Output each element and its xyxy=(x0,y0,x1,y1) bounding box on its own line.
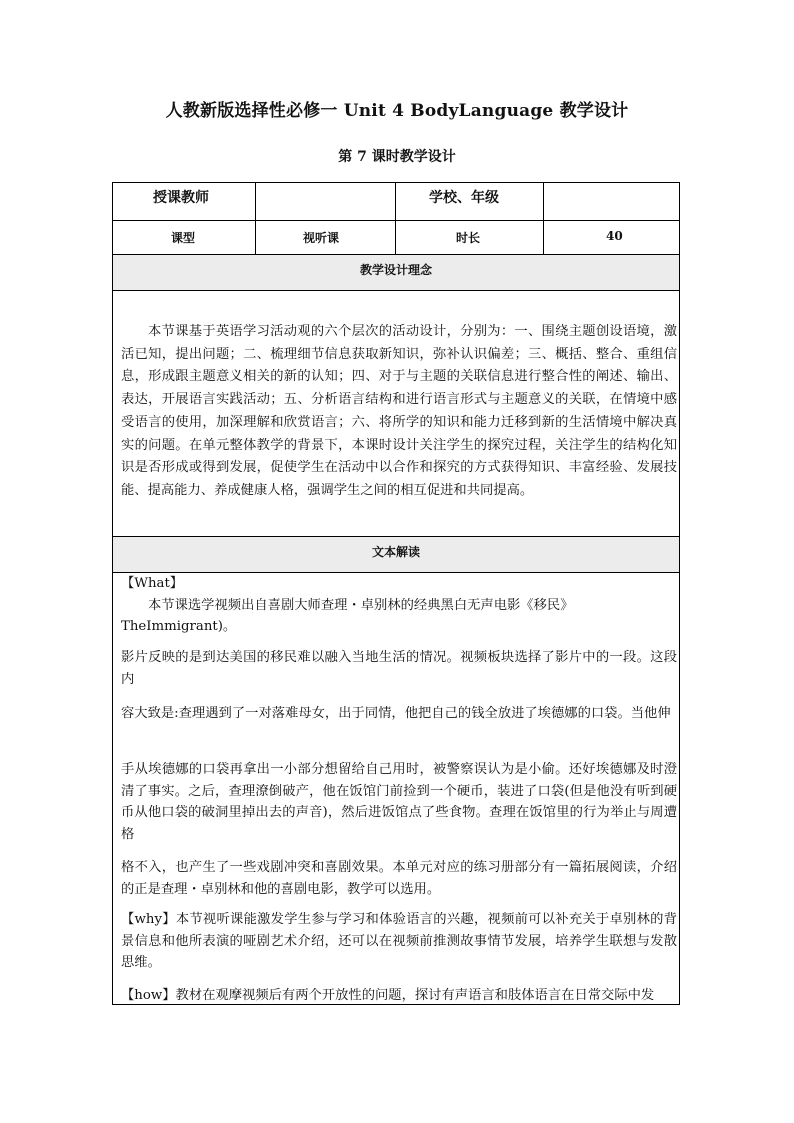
concept-paragraph: 本节课基于英语学习活动观的六个层次的活动设计，分别为：一、围绕主题创设语境，激活已知，提出问题；二、梳理细节信息获取新知识，弥补认识偏差；三、概括、整合、重组信息，形成跟主题意义相关的新的认知；四、对于与主题的关联信息进行整合性的阐述、输出、表达，开展语言实践活动；五、分析语言结构和进行语言形式与主题意义的关联，在情境中感受语言的使用，加深理解和欣赏语言；六、将所学的知识和能力迁移到新的生活情境中解决真实的问题。在单元整体教学的背景下，本课时设计关注学生的探究过程，关注学生的结构化知识是否形成或得到发展，促使学生在活动中以合作和探究的方式获得知识、丰富经验、发展技能、提高能力、养成健康人格，强调学生之间的相互促进和共同提高。 xyxy=(121,324,677,498)
document-title: 人教新版选择性必修一 Unit 4 BodyLanguage 教学设计 xyxy=(165,101,629,121)
why-paragraph: 【why】本节视听课能激发学生参与学习和体验语言的兴趣，视频前可以补充关于卓别林的背景信息和他所表演的哑剧艺术介绍，还可以在视频前推测故事情节发展，培养学生联想与发散思维。 xyxy=(121,912,677,970)
type-value-cell xyxy=(256,221,396,254)
teacher-label-cell xyxy=(113,183,256,220)
text-paragraph-1: 影片反映的是到达美国的移民难以融入当地生活的情况。视频板块选择了影片中的一段。这段内 xyxy=(121,650,677,687)
school-value-cell xyxy=(544,183,679,220)
text-analysis-body-row xyxy=(113,573,679,1005)
duration-label: 时长 xyxy=(456,231,481,245)
concept-heading: 教学设计理念 xyxy=(359,263,432,277)
concept-heading-row xyxy=(113,255,679,291)
duration-label-cell xyxy=(396,221,544,254)
text-analysis-heading-row xyxy=(113,537,679,573)
what-section xyxy=(121,573,677,638)
what-label: 【What】 xyxy=(121,576,184,591)
text-paragraph-4: 格不入，也产生了一些戏剧冲突和喜剧效果。本单元对应的练习册部分有一篇拓展阅读，介绍的正是查理・卓别林和他的喜剧电影，教学可以选用。 xyxy=(121,860,677,897)
teacher-label: 授课教师 xyxy=(153,190,209,206)
school-label-cell xyxy=(396,183,544,220)
lesson-design-table xyxy=(112,182,680,1005)
what-line-1: 本节课选学视频出自喜剧大师查理・卓别林的经典黑白无声电影《移民》 xyxy=(148,597,574,613)
teacher-value-cell xyxy=(256,183,396,220)
school-label: 学校、年级 xyxy=(429,190,499,206)
what-line-2: TheImmigrant)。 xyxy=(121,619,237,634)
how-paragraph: 【how】教材在观摩视频后有两个开放性的问题，探讨有声语言和肢体语言在日常交际中发 xyxy=(121,988,655,1003)
table-row-teacher xyxy=(113,183,679,221)
duration-value-cell xyxy=(544,221,679,254)
lesson-subtitle: 第 7 课时教学设计 xyxy=(338,149,456,165)
text-analysis-heading: 文本解读 xyxy=(371,545,420,559)
concept-body-row xyxy=(113,291,679,537)
table-row-type xyxy=(113,221,679,255)
type-value: 视听课 xyxy=(303,231,340,245)
text-paragraph-3: 手从埃德娜的口袋再拿出一小部分想留给自己用时，被警察误认为是小偷。还好埃德娜及时澄清了事实。之后，查理潦倒破产，他在饭馆门前捡到一个硬币，装进了口袋(但是他没有听到硬币从他口袋的破洞里掉出去的声音)，然后进饭馆点了些食物。查理在饭馆里的行为举止与周遭格 xyxy=(121,762,677,842)
text-paragraph-2: 容大致是:查理遇到了一对落难母女，出于同情，他把自己的钱全放进了埃德娜的口袋。当他伸 xyxy=(121,706,671,721)
type-label-cell xyxy=(113,221,256,254)
type-label: 课型 xyxy=(171,231,196,245)
duration-value: 40 xyxy=(606,229,623,243)
